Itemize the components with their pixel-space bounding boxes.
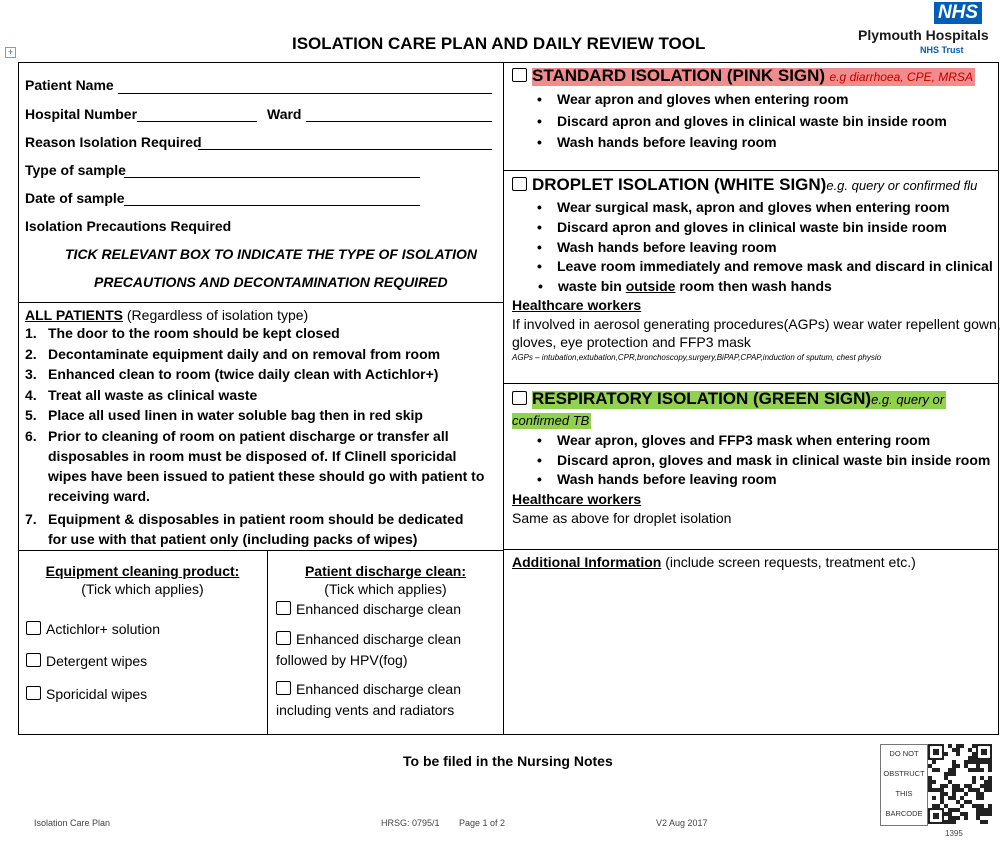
all-patients-item-number: 1. xyxy=(25,325,37,341)
discharge-option-label: Enhanced discharge clean xyxy=(296,631,462,647)
all-patients-item-6-line-4: receiving ward. xyxy=(48,488,150,504)
droplet-bullet-4: • Leave room immediately and remove mask and discard in clinical xyxy=(557,258,993,274)
all-patients-heading xyxy=(25,307,308,323)
all-patients-item-number: 4. xyxy=(25,387,37,403)
equipment-option-label: Actichlor+ solution xyxy=(46,621,161,637)
divider-left-2 xyxy=(18,550,504,551)
respiratory-isolation-subtitle-2: confirmed TB xyxy=(512,413,590,428)
standard-bullet-1: • Wear apron and gloves when entering room xyxy=(557,91,848,107)
all-patients-item-6-line-1 xyxy=(25,428,449,444)
equipment-option-3[interactable] xyxy=(26,686,147,702)
all-patients-item-number: 2. xyxy=(25,346,37,362)
equipment-option-2[interactable] xyxy=(26,653,147,669)
page-title: ISOLATION CARE PLAN AND DAILY REVIEW TOOL xyxy=(292,34,706,53)
discharge-option-3-line-1[interactable] xyxy=(276,681,461,697)
droplet-b4-pre: waste bin xyxy=(558,278,626,294)
all-patients-item-3-line-1 xyxy=(25,366,439,382)
footer-page: Page 1 of 2 xyxy=(459,818,506,828)
respiratory-isolation-checkbox[interactable] xyxy=(512,391,527,405)
all-patients-item-5-line-1 xyxy=(25,407,423,423)
discharge-heading: Patient discharge clean: xyxy=(304,563,467,579)
droplet-hw-line-2: gloves, eye protection and FFP3 mask xyxy=(512,334,751,350)
checkbox-icon[interactable] xyxy=(276,681,291,695)
droplet-hw-heading: Healthcare workers xyxy=(512,297,642,313)
droplet-bullet-3: • Wash hands before leaving room xyxy=(557,239,777,255)
checkbox-icon[interactable] xyxy=(26,621,41,635)
nhs-logo: NHS xyxy=(934,2,982,24)
all-patients-item-text: Treat all waste as clinical waste xyxy=(48,387,258,403)
hospital-number-label: Hospital Number xyxy=(25,106,138,122)
date-of-sample-input[interactable] xyxy=(124,205,420,206)
type-of-sample-input[interactable] xyxy=(124,177,420,178)
date-of-sample-label: Date of sample xyxy=(25,190,125,206)
checkbox-icon[interactable] xyxy=(26,653,41,667)
barcode-line-4: BARCODE xyxy=(885,809,923,818)
reason-input[interactable] xyxy=(198,149,492,150)
tick-note-line-2: PRECAUTIONS AND DECONTAMINATION REQUIRED xyxy=(94,274,448,290)
droplet-bullet-4-cont xyxy=(558,278,832,294)
discharge-option-label: followed by HPV(fog) xyxy=(276,652,408,668)
discharge-option-3-line-2 xyxy=(276,702,454,718)
standard-bullet-2: • Discard apron and gloves in clinical waste bin inside room xyxy=(557,113,947,129)
divider-left-1 xyxy=(18,302,504,303)
respiratory-bullet-1: • Wear apron, gloves and FFP3 mask when entering room xyxy=(557,432,930,448)
respiratory-hw-heading: Healthcare workers xyxy=(512,491,642,507)
all-patients-item-7-line-2: for use with that patient only (including packs of wipes) xyxy=(48,531,418,547)
all-patients-item-1-line-1 xyxy=(25,325,340,341)
footer-code: HRSG: 0795/1 xyxy=(381,818,440,828)
equipment-option-label: Sporicidal wipes xyxy=(46,686,148,702)
respiratory-isolation-header xyxy=(512,389,946,409)
move-handle-icon[interactable]: + xyxy=(5,47,16,58)
reason-label: Reason Isolation Required xyxy=(25,134,202,150)
precautions-label: Isolation Precautions Required xyxy=(25,218,232,234)
respiratory-isolation-subtitle-1: e.g. query or xyxy=(871,392,945,407)
droplet-hw-line-1: If involved in aerosol generating procedures(AGPs) wear water repellent gown, xyxy=(512,316,1001,332)
droplet-isolation-title: DROPLET ISOLATION (WHITE SIGN) xyxy=(532,175,827,194)
barcode-qr-icon xyxy=(928,744,992,824)
all-patients-item-6-line-2: disposables in room must be disposed of. If Clinell sporicidal xyxy=(48,448,457,464)
standard-isolation-subtitle: e.g diarrhoea, CPE, MRSA xyxy=(829,70,973,84)
discharge-option-label: including vents and radiators xyxy=(276,702,455,718)
droplet-isolation-subtitle: e.g. query or confirmed flu xyxy=(826,178,978,193)
respiratory-subtitle-line-2 xyxy=(512,412,591,430)
all-patients-item-text: Place all used linen in water soluble bag then in red skip xyxy=(48,407,423,423)
checkbox-icon[interactable] xyxy=(26,686,41,700)
all-patients-item-number: 3. xyxy=(25,366,37,382)
additional-info-note: (include screen requests, treatment etc.) xyxy=(661,554,916,570)
center-divider xyxy=(503,62,504,735)
additional-info xyxy=(512,554,916,570)
standard-bullet-3: • Wash hands before leaving room xyxy=(557,134,777,150)
tick-note-line-1: TICK RELEVANT BOX TO INDICATE THE TYPE OF ISOLATION xyxy=(65,246,477,262)
all-patients-item-number: 7. xyxy=(25,511,37,527)
agp-note: AGPs – intubation,extubation,CPR,bronchoscopy,surgery,BiPAP,CPAP,induction of sputum, chest physio xyxy=(512,353,882,362)
equipment-option-1[interactable] xyxy=(26,621,160,637)
standard-isolation-highlight xyxy=(532,68,975,86)
discharge-option-2-line-1[interactable] xyxy=(276,631,461,647)
standard-isolation-header xyxy=(512,66,975,86)
filing-note: To be filed in the Nursing Notes xyxy=(403,753,613,769)
all-patients-item-text: Prior to cleaning of room on patient discharge or transfer all xyxy=(48,428,449,444)
all-patients-item-text: Enhanced clean to room (twice daily clean with Actichlor+) xyxy=(48,366,439,382)
discharge-note: (Tick which applies) xyxy=(324,581,447,597)
all-patients-item-text: Equipment & disposables in patient room should be dedicated xyxy=(48,511,464,527)
respiratory-isolation-highlight xyxy=(532,391,946,409)
divider-right-3 xyxy=(503,549,999,550)
all-patients-item-text: Decontaminate equipment daily and on removal from room xyxy=(48,346,441,362)
respiratory-bullet-3: • Wash hands before leaving room xyxy=(557,471,777,487)
discharge-option-label: Enhanced discharge clean xyxy=(296,601,462,617)
equipment-note: (Tick which applies) xyxy=(81,581,204,597)
discharge-option-2-line-2 xyxy=(276,652,408,668)
all-patients-note: (Regardless of isolation type) xyxy=(123,307,309,323)
barcode-line-3: THIS xyxy=(895,789,913,798)
equipment-option-label: Detergent wipes xyxy=(46,653,148,669)
checkbox-icon[interactable] xyxy=(276,631,291,645)
standard-isolation-title: STANDARD ISOLATION (PINK SIGN) xyxy=(532,66,826,85)
respiratory-hw-line: Same as above for droplet isolation xyxy=(512,510,732,526)
all-patients-item-number: 5. xyxy=(25,407,37,423)
barcode-line-2: OBSTRUCT xyxy=(883,769,925,778)
all-patients-item-7-line-1 xyxy=(25,511,464,527)
footer-version: V2 Aug 2017 xyxy=(656,818,708,828)
barcode-line-1: DO NOT xyxy=(889,749,919,758)
droplet-isolation-header xyxy=(512,175,977,195)
droplet-b4-post: room then wash hands xyxy=(675,278,832,294)
droplet-isolation-checkbox[interactable] xyxy=(512,177,527,191)
ward-input[interactable] xyxy=(306,121,492,122)
equipment-heading: Equipment cleaning product: xyxy=(45,563,240,579)
discharge-option-1-line-1[interactable] xyxy=(276,601,461,617)
org-name: Plymouth Hospitals xyxy=(858,27,989,43)
all-patients-title: ALL PATIENTS xyxy=(25,307,123,323)
all-patients-item-text: The door to the room should be kept closed xyxy=(48,325,340,341)
discharge-option-label: Enhanced discharge clean xyxy=(296,681,462,697)
droplet-bullet-1: • Wear surgical mask, apron and gloves when entering room xyxy=(557,199,950,215)
all-patients-item-4-line-1 xyxy=(25,387,258,403)
all-patients-item-2-line-1 xyxy=(25,346,441,362)
standard-isolation-checkbox[interactable] xyxy=(512,68,527,82)
droplet-bullet-2: • Discard apron and gloves in clinical waste bin inside room xyxy=(557,219,947,235)
org-trust: NHS Trust xyxy=(920,45,964,55)
type-of-sample-label: Type of sample xyxy=(25,162,126,178)
divider-right-2 xyxy=(503,383,999,384)
patient-name-input[interactable] xyxy=(118,93,492,94)
footer-doc-name: Isolation Care Plan xyxy=(34,818,111,828)
divider-right-1 xyxy=(503,170,999,171)
ward-label: Ward xyxy=(267,106,302,122)
additional-info-area[interactable] xyxy=(508,578,994,730)
all-patients-item-6-line-3: wipes have been issued to patient these should go with patient to xyxy=(48,468,485,484)
respiratory-bullet-2: • Discard apron, gloves and mask in clinical waste bin inside room xyxy=(557,452,990,468)
hospital-number-input[interactable] xyxy=(137,121,257,122)
checkbox-icon[interactable] xyxy=(276,601,291,615)
barcode-notice xyxy=(880,744,928,826)
droplet-b4-underlined: outside xyxy=(625,278,676,294)
additional-info-heading: Additional Information xyxy=(512,554,662,570)
patient-name-label: Patient Name xyxy=(25,77,114,93)
respiratory-isolation-title: RESPIRATORY ISOLATION (GREEN SIGN) xyxy=(532,389,872,408)
barcode-number: 1395 xyxy=(945,829,963,838)
all-patients-item-number: 6. xyxy=(25,428,37,444)
